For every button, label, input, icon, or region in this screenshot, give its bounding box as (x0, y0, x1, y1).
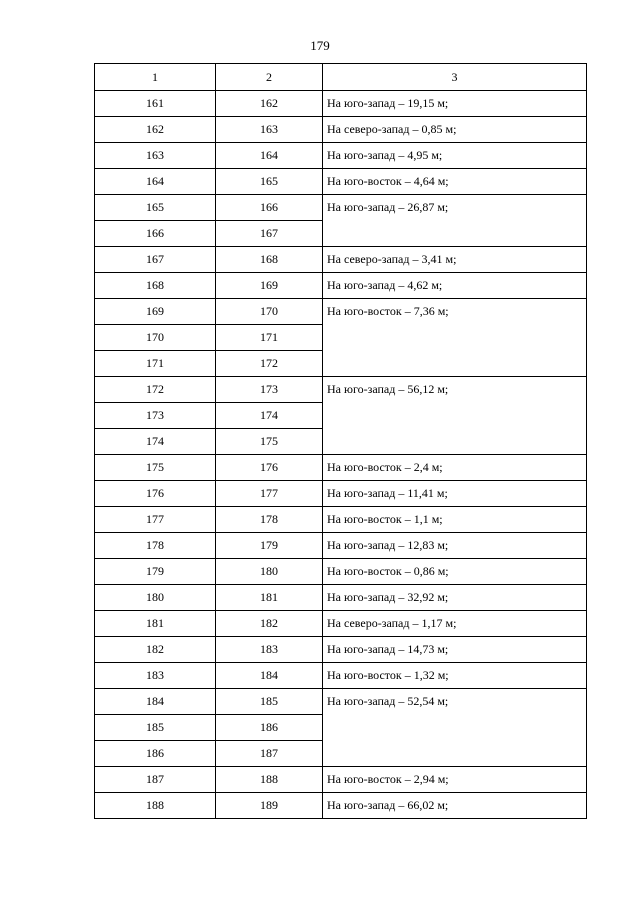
point-from-cell: 184 (95, 689, 216, 715)
point-from-cell: 162 (95, 117, 216, 143)
direction-description-cell: На юго-восток – 0,86 м; (323, 559, 587, 585)
table-row (95, 637, 587, 663)
direction-description-cell: На юго-запад – 66,02 м; (323, 793, 587, 819)
point-to-cell: 189 (216, 793, 323, 819)
point-to-cell: 187 (216, 741, 323, 767)
point-from-cell: 186 (95, 741, 216, 767)
point-to-cell: 167 (216, 221, 323, 247)
point-to-cell: 169 (216, 273, 323, 299)
point-from-cell: 188 (95, 793, 216, 819)
table-row (95, 299, 587, 325)
point-from-cell: 166 (95, 221, 216, 247)
point-to-cell: 184 (216, 663, 323, 689)
point-from-cell: 173 (95, 403, 216, 429)
point-from-cell: 171 (95, 351, 216, 377)
table-row (95, 143, 587, 169)
direction-description-cell: На юго-восток – 4,64 м; (323, 169, 587, 195)
point-from-cell: 167 (95, 247, 216, 273)
point-to-cell: 176 (216, 455, 323, 481)
point-from-cell: 176 (95, 481, 216, 507)
table-row (95, 377, 587, 403)
direction-description-cell: На северо-запад – 0,85 м; (323, 117, 587, 143)
direction-description-cell: На юго-восток – 7,36 м; (323, 299, 587, 377)
direction-description-cell: На юго-восток – 2,4 м; (323, 455, 587, 481)
table-row (95, 169, 587, 195)
point-from-cell: 177 (95, 507, 216, 533)
point-from-cell: 182 (95, 637, 216, 663)
point-to-cell: 170 (216, 299, 323, 325)
point-from-cell: 164 (95, 169, 216, 195)
direction-description-cell: На юго-запад – 11,41 м; (323, 481, 587, 507)
point-to-cell: 171 (216, 325, 323, 351)
direction-description-cell: На юго-запад – 32,92 м; (323, 585, 587, 611)
direction-description-cell: На юго-запад – 19,15 м; (323, 91, 587, 117)
point-from-cell: 178 (95, 533, 216, 559)
table-row (95, 455, 587, 481)
point-from-cell: 185 (95, 715, 216, 741)
point-to-cell: 186 (216, 715, 323, 741)
point-to-cell: 164 (216, 143, 323, 169)
point-from-cell: 169 (95, 299, 216, 325)
column-header-from: 1 (95, 64, 216, 91)
table-body (95, 91, 587, 819)
point-from-cell: 165 (95, 195, 216, 221)
direction-description-cell: На юго-запад – 4,95 м; (323, 143, 587, 169)
point-to-cell: 172 (216, 351, 323, 377)
direction-description-cell: На юго-запад – 56,12 м; (323, 377, 587, 455)
table-row (95, 195, 587, 221)
direction-description-cell: На юго-запад – 52,54 м; (323, 689, 587, 767)
point-from-cell: 170 (95, 325, 216, 351)
point-to-cell: 162 (216, 91, 323, 117)
direction-description-cell: На юго-восток – 1,1 м; (323, 507, 587, 533)
table-row (95, 767, 587, 793)
table-row (95, 689, 587, 715)
table-row (95, 585, 587, 611)
point-to-cell: 178 (216, 507, 323, 533)
table-row (95, 507, 587, 533)
point-to-cell: 183 (216, 637, 323, 663)
table-row (95, 793, 587, 819)
table-row (95, 91, 587, 117)
column-header-description: 3 (323, 64, 587, 91)
table-header-row (95, 64, 587, 91)
point-to-cell: 179 (216, 533, 323, 559)
point-from-cell: 161 (95, 91, 216, 117)
direction-description-cell: На юго-запад – 14,73 м; (323, 637, 587, 663)
point-to-cell: 181 (216, 585, 323, 611)
table-row (95, 559, 587, 585)
point-to-cell: 180 (216, 559, 323, 585)
point-to-cell: 165 (216, 169, 323, 195)
table-row (95, 663, 587, 689)
table-row (95, 273, 587, 299)
point-from-cell: 175 (95, 455, 216, 481)
point-from-cell: 183 (95, 663, 216, 689)
table-row (95, 247, 587, 273)
direction-description-cell: На юго-восток – 1,32 м; (323, 663, 587, 689)
table-row (95, 533, 587, 559)
boundary-table (94, 63, 587, 819)
direction-description-cell: На юго-запад – 26,87 м; (323, 195, 587, 247)
table-row (95, 611, 587, 637)
point-to-cell: 168 (216, 247, 323, 273)
point-from-cell: 174 (95, 429, 216, 455)
point-from-cell: 179 (95, 559, 216, 585)
table-row (95, 117, 587, 143)
point-to-cell: 175 (216, 429, 323, 455)
point-from-cell: 180 (95, 585, 216, 611)
direction-description-cell: На юго-восток – 2,94 м; (323, 767, 587, 793)
point-from-cell: 181 (95, 611, 216, 637)
point-to-cell: 182 (216, 611, 323, 637)
point-from-cell: 187 (95, 767, 216, 793)
direction-description-cell: На юго-запад – 4,62 м; (323, 273, 587, 299)
point-to-cell: 166 (216, 195, 323, 221)
point-from-cell: 168 (95, 273, 216, 299)
point-from-cell: 172 (95, 377, 216, 403)
direction-description-cell: На северо-запад – 3,41 м; (323, 247, 587, 273)
point-to-cell: 163 (216, 117, 323, 143)
point-from-cell: 163 (95, 143, 216, 169)
page-number: 179 (310, 38, 330, 53)
point-to-cell: 173 (216, 377, 323, 403)
point-to-cell: 185 (216, 689, 323, 715)
table-row (95, 481, 587, 507)
column-header-to: 2 (216, 64, 323, 91)
direction-description-cell: На северо-запад – 1,17 м; (323, 611, 587, 637)
point-to-cell: 177 (216, 481, 323, 507)
point-to-cell: 188 (216, 767, 323, 793)
direction-description-cell: На юго-запад – 12,83 м; (323, 533, 587, 559)
point-to-cell: 174 (216, 403, 323, 429)
